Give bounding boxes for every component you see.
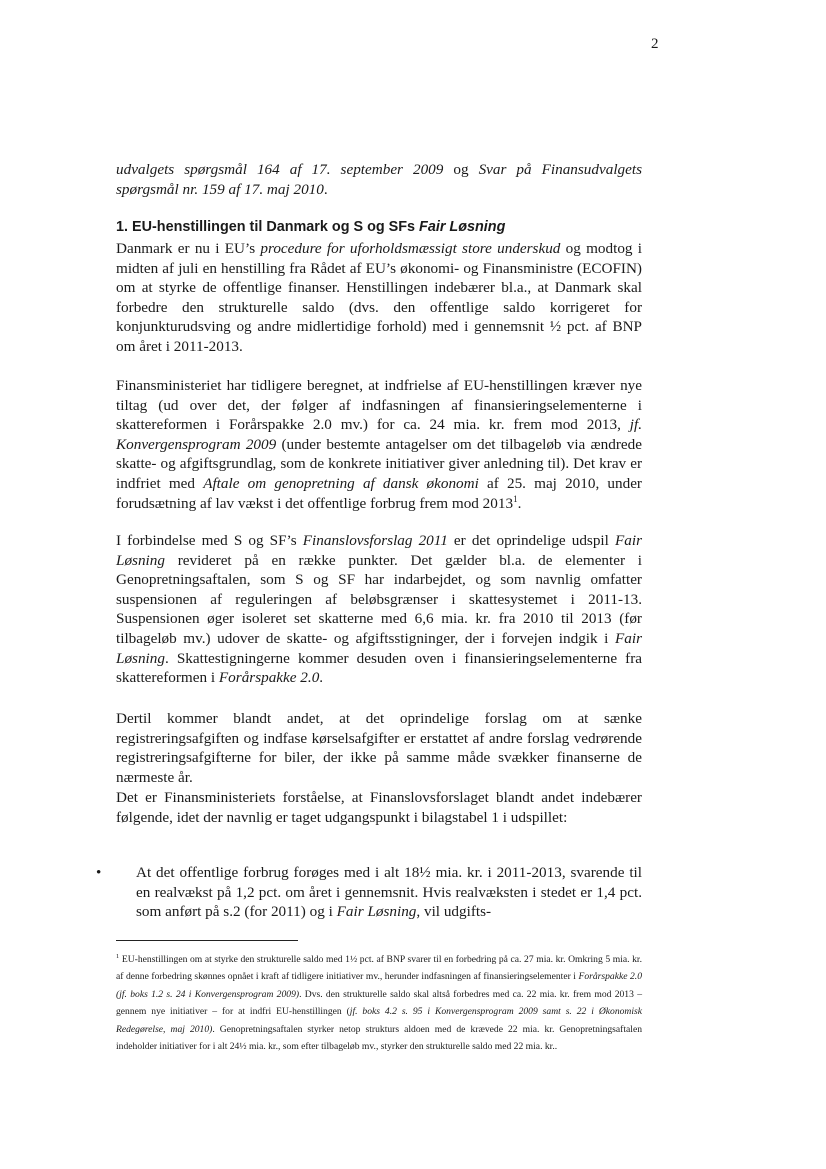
intro-reference-1: udvalgets spørgsmål 164 af 17. september 2009 (116, 161, 444, 178)
section-heading-italic: Fair Løsning (419, 219, 506, 235)
p2-text-e: af 25. maj 2010, under forudsætning af lav vækst i det offentlige forbrug frem mod 2013 (116, 474, 642, 512)
p1-text-c: og modtog i midten af juli en henstilling fra Rådet af EU’s økonomi- og Finansministre (ECOFIN) om at styrke de offentlige finanser. Henstillingen indebærer bl.a., at Danmark skal forbedre den strukturelle saldo (dvs. den offentlige saldo korrigeret for konjunkturudsving og andre midlertidige forhold) med i gennemsnit ½ pct. af BNP om året i 2011-2013. (116, 240, 642, 355)
p3-emphasis-h: Forårspakke 2.0 (218, 669, 320, 687)
footnote-marker: 1 (116, 952, 120, 960)
section-heading (116, 219, 642, 235)
footnote-text-c: . Dvs. den strukturelle saldo skal altså forbedres med ca. 22 mia. kr. frem mod 2013 – gennem nye initiativer – for at indfri EU-henstillingen ( (116, 988, 642, 1018)
paragraph-5: Det er Finansministeriets forståelse, at Finanslovsforslaget blandt andet indebærer følgende, idet der navnlig er taget udgangspunkt i bilagstabel 1 i udspillet: (116, 789, 642, 826)
p1-emphasis: procedure for uforholdsmæssigt store underskud (260, 240, 561, 257)
footnote-reference[interactable]: 1 (513, 493, 518, 504)
bullet-text-a: At det offentlige forbrug forøges med i alt 18½ mia. kr. i 2011-2013, svarende til en realvækst på 1,2 pct. om året i gennemsnit. Hvis realvæksten i stedet er 1,4 pct. som anført på s.2 (for 2011) og i (136, 864, 642, 921)
p3-text-i: . (319, 669, 324, 687)
p3-emphasis-d: Fair Løsning (116, 532, 642, 569)
paragraph-1 (116, 239, 642, 357)
p3-text-a: I forbindelse med S og SF’s (116, 532, 303, 549)
page-number: 2 (651, 36, 659, 52)
p3-emphasis-b: Finanslovsforslag 2011 (302, 532, 448, 549)
intro-reference-2: Svar på Finansudvalgets spørgsmål nr. 159 af 17. maj 2010 (116, 161, 642, 198)
bullet-text (136, 863, 642, 922)
bullet-emphasis: Fair Løsning (336, 903, 417, 921)
paragraph-2 (116, 376, 642, 513)
p3-text-c: er det oprindelige udspil (447, 532, 615, 549)
intro-end: . (323, 180, 328, 198)
p2-text-c: (under bestemte antagelser om det tilbageløb via ændrede skatte- og afgiftsgrundlag, som de konkrete initiativer giver anledning til). Det krav er indfriet med (116, 435, 642, 492)
p3-emphasis-f: Fair Løsning (116, 629, 642, 667)
bullet-icon: • (96, 864, 102, 881)
p2-emphasis-d: Aftale om genopretning af dansk økonomi (203, 474, 479, 492)
p1-text-a: Danmark er nu i EU’s (116, 240, 261, 257)
footnote-text-a: EU-henstillingen om at styrke den strukturelle saldo med 1½ pct. af BNP svarer til en forbedring på ca. 27 mia. kr. Omkring 5 mia. kr. af denne forbedring skønnes opnået i kraft af tidligere initiativer mv., herunder indfasningen af finansieringselementer i (116, 954, 642, 983)
paragraph-3 (116, 531, 642, 688)
footnote-text-e: . Genopretningsaftalen styrker netop strukturs aldoen med de krævede 22 mia. kr. Genopretningsaftalen indeholder initiativer for i alt 24½ mia. kr., som efter tilbageløb mv., styrker den strukturelle saldo med 22 mia. kr.. (116, 1023, 642, 1053)
p2-text-f: . (517, 494, 522, 512)
intro-paragraph (116, 160, 642, 199)
section-heading-text: 1. EU-henstillingen til Danmark og S og SFs (116, 219, 420, 235)
footnote-emphasis-d: jf. boks 4.2 s. 95 i Konvergensprogram 2009 samt s. 22 i Økonomisk Redegørelse, maj 2010) (116, 1006, 642, 1035)
paragraph-4: Dertil kommer blandt andet, at det oprindelige forslag om at sænke registreringsafgiften og indfase kørselsafgifter er erstattet af andre forslag vedrørende registreringsafgifterne for biler, der ikke på samme måde svækker finanserne de nærmeste år. (116, 710, 642, 786)
p2-text-a: Finansministeriet har tidligere beregnet, at indfrielse af EU-henstillingen kræver nye tiltag (ud over det, der følger af indfasningen af finansieringselementerne i skattereformen i Forårspakke 2.0 mv.) for ca. 24 mia. kr. frem mod 2013, (116, 377, 642, 434)
p3-text-g: . Skattestigningerne kommer desuden oven i finansieringselementerne fra skattereformen i (116, 649, 642, 687)
bullet-text-c: , vil udgifts- (416, 903, 492, 921)
p2-emphasis-b: jf. Konvergensprogram 2009 (116, 416, 642, 453)
footnote-emphasis-b: Forårspakke 2.0 (jf. boks 1.2 s. 24 i Konvergensprogram 2009) (116, 971, 643, 1000)
p3-text-e: revideret på en række punkter. Det gælder bl.a. de elementer i Genopretningsaftalen, som S og SF har indarbejdet, og som navnlig omfatter suspensionen af reguleringen af beløbsgrænser i skattesystemet i 2011-13. Suspensionen øger isoleret set skatterne med 6,6 mia. kr. fra 2010 til 2013 (før tilbageløb mv.) udover de skatte- og afgiftsstigninger, der i forvejen indgik i (116, 551, 642, 647)
bullet-item (96, 863, 642, 922)
footnote (116, 951, 642, 1055)
intro-connector: og (443, 161, 479, 178)
footnote-divider (116, 940, 298, 941)
